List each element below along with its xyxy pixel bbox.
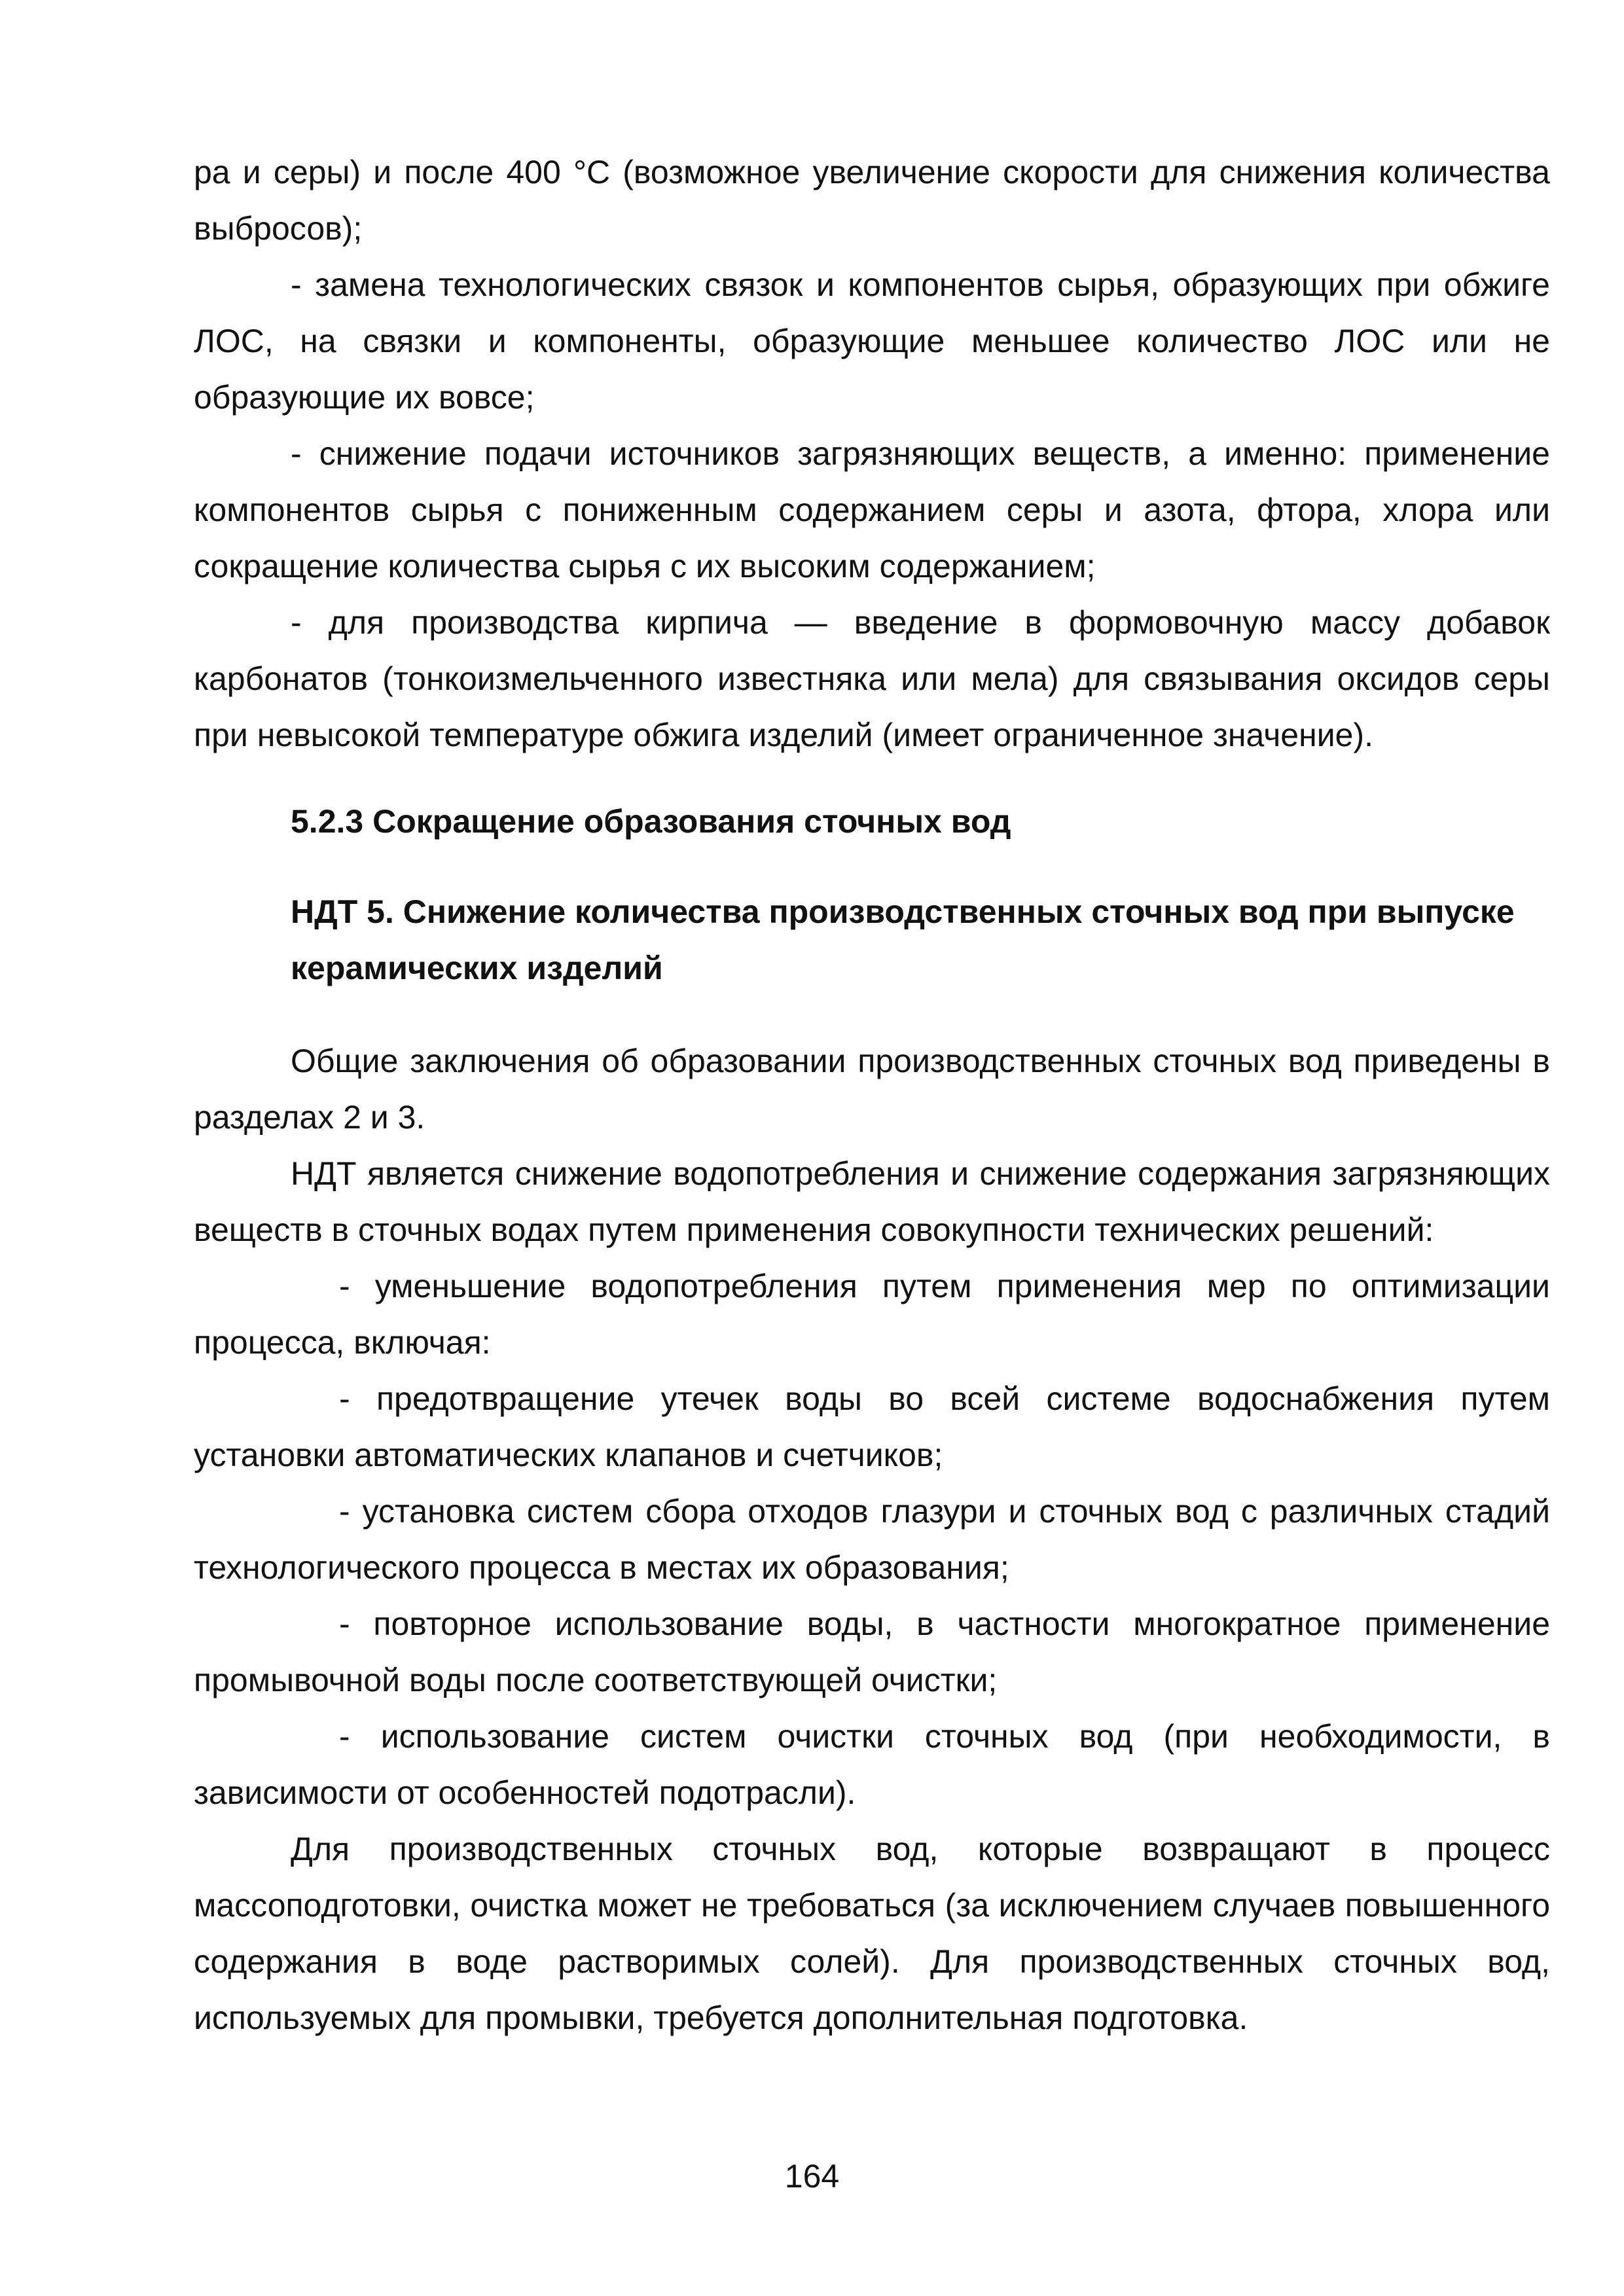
- list-item-brick-carbonates: - для производства кирпича — введение в формовочную массу добавок карбонатов (тонкоизмельченного известняка или мела) для связывания оксидов серы при невысокой температуре обжига изделий (имеет ограниченное значение).: [194, 604, 1550, 753]
- list-item-pollutant-sources: - снижение подачи источников загрязняющих веществ, а именно: применение компонентов сырья с пониженным содержанием серы и азота, фтора, хлора или сокращение количества сырья с их высоким содержанием;: [194, 435, 1550, 584]
- list-item-treatment-systems: - использование систем очистки сточных вод (при необходимости, в зависимости от особенностей подотрасли).: [194, 1718, 1550, 1811]
- paragraph-final: Для производственных сточных вод, которые возвращают в процесс массоподготовки, очистка может не требоваться (за исключением случаев повышенного содержания в воде растворимых солей). Для производственных сточных вод, используемых для промывки, требуется дополнительная подготовка.: [194, 1831, 1550, 2036]
- document-page: [194, 144, 1550, 2046]
- ndt-heading: НДТ 5. Снижение количества производственных сточных вод при выпуске керамических изделий: [291, 893, 1515, 986]
- list-item-leak-prevention: - предотвращение утечек воды во всей системе водоснабжения путем установки автоматических клапанов и счетчиков;: [194, 1380, 1550, 1473]
- list-item-collection-systems: - установка систем сбора отходов глазури и сточных вод с различных стадий технологического процесса в местах их образования;: [194, 1493, 1550, 1586]
- list-item-water-reuse: - повторное использование воды, в частности многократное применение промывочной воды после соответствующей очистки;: [194, 1605, 1550, 1698]
- list-item-water-reduction: - уменьшение водопотребления путем применения мер по оптимизации процесса, включая:: [194, 1268, 1550, 1361]
- section-heading: 5.2.3 Сокращение образования сточных вод: [291, 803, 1011, 840]
- list-item-binders: - замена технологических связок и компонентов сырья, образующих при обжиге ЛОС, на связки и компоненты, образующие меньшее количество ЛОС или не образующие их вовсе;: [194, 266, 1550, 416]
- paragraph-ndt-definition: НДТ является снижение водопотребления и снижение содержания загрязняющих веществ в сточных водах путем применения совокупности технических решений:: [194, 1155, 1550, 1248]
- paragraph-general-conclusions: Общие заключения об образовании производственных сточных вод приведены в разделах 2 и 3.: [194, 1043, 1550, 1136]
- paragraph-continuation: ра и серы) и после 400 °С (возможное увеличение скорости для снижения количества выбросов);: [194, 154, 1550, 247]
- page-number: 164: [784, 2158, 840, 2195]
